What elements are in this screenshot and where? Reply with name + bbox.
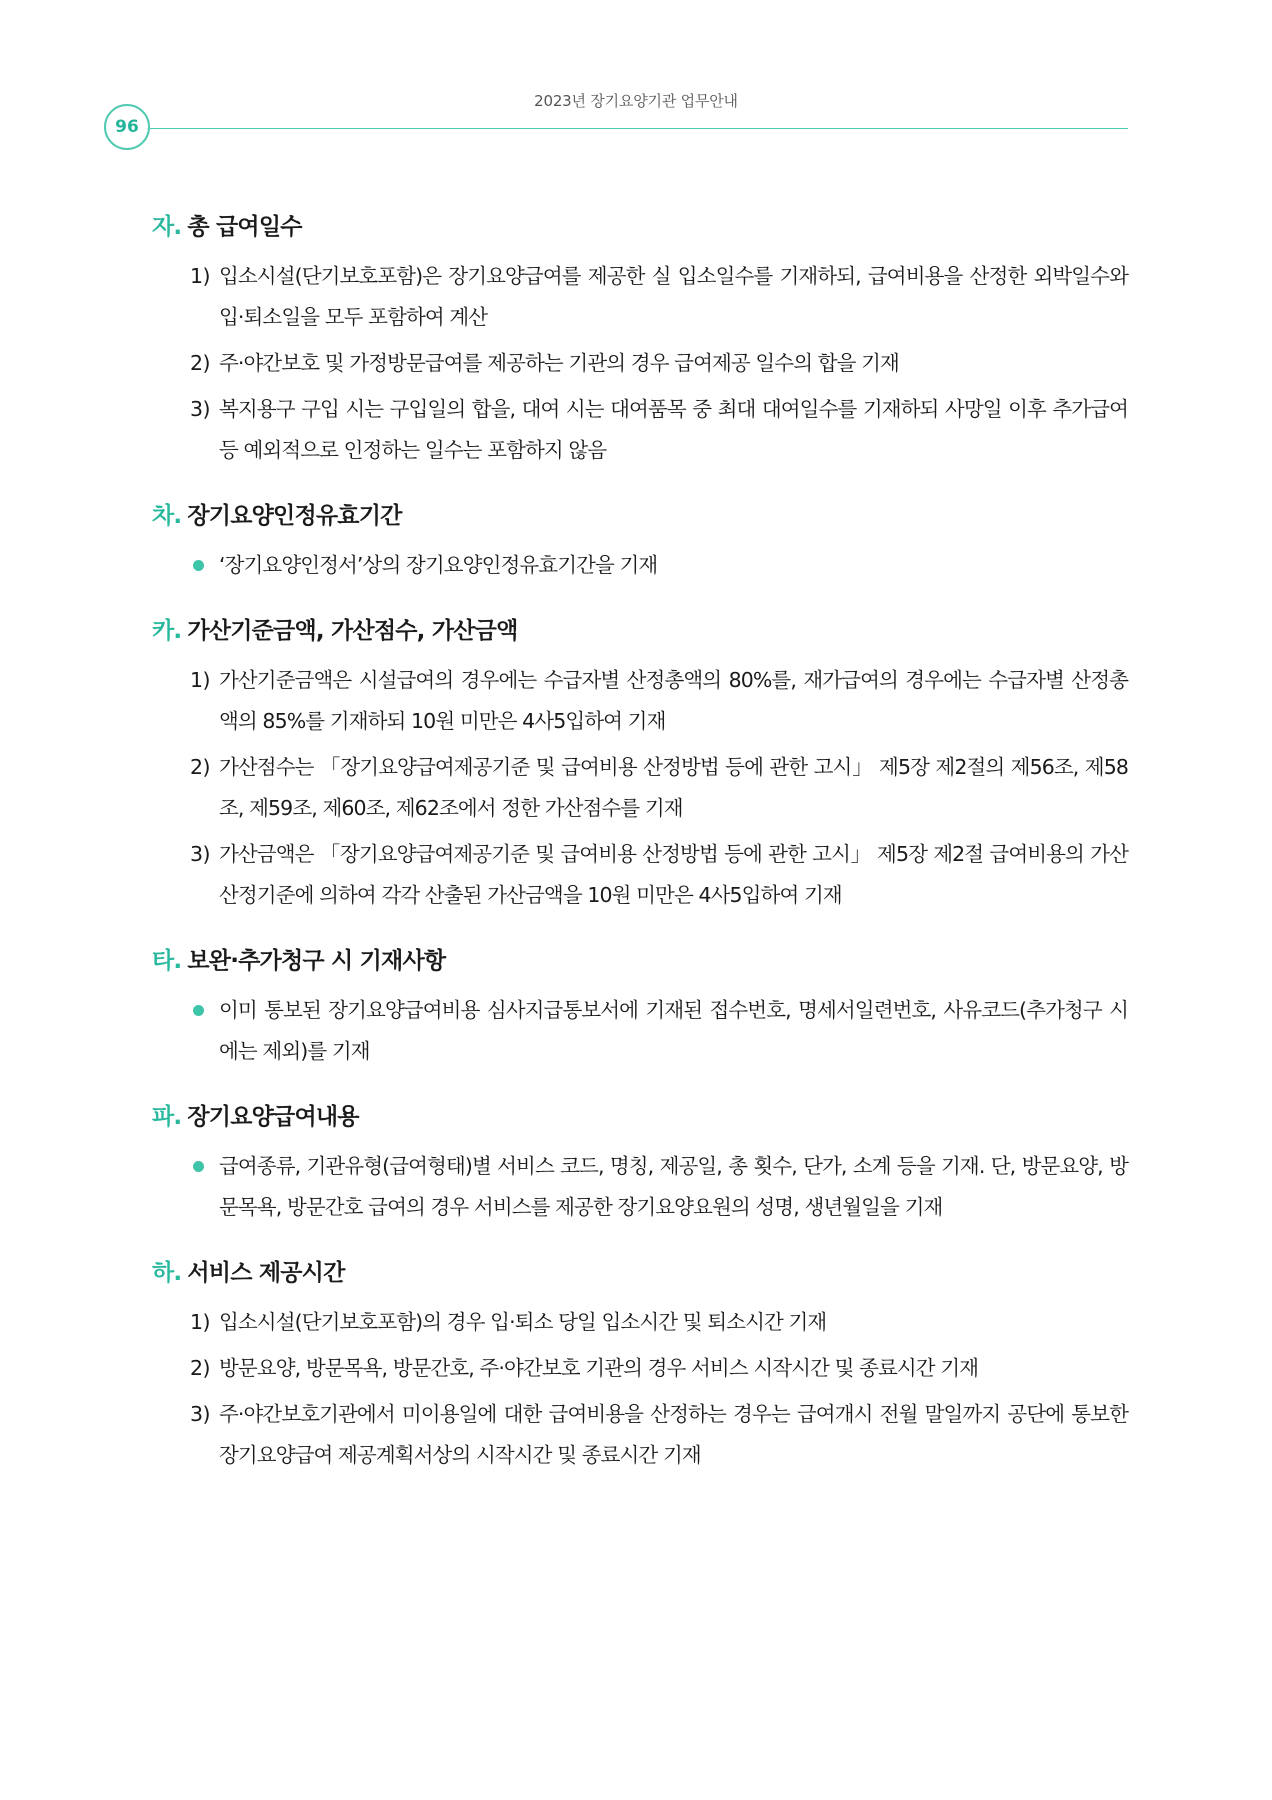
item-text: 주·야간보호 및 가정방문급여를 제공하는 기관의 경우 급여제공 일수의 합을 기재 [219, 351, 899, 375]
bullet-dot-icon [193, 560, 204, 571]
list-item [152, 545, 1128, 586]
section-benefit-details [152, 1102, 1128, 1228]
section-heading [152, 946, 1128, 976]
list-item [152, 660, 1128, 742]
section-heading [152, 212, 1128, 242]
page-number-badge: 96 [104, 104, 150, 150]
list-item [152, 389, 1128, 471]
list-item [152, 747, 1128, 829]
item-text: 입소시설(단기보호포함)의 경우 입·퇴소 당일 입소시간 및 퇴소시간 기재 [219, 1310, 827, 1334]
section-title: 가산기준금액, 가산점수, 가산금액 [187, 618, 518, 644]
section-marker: 자. [152, 214, 182, 240]
section-heading [152, 1258, 1128, 1288]
item-number: 2) [190, 755, 211, 779]
item-number: 1) [190, 264, 211, 288]
section-marker: 카. [152, 618, 182, 644]
section-service-time [152, 1258, 1128, 1476]
item-text: ‘장기요양인정서’상의 장기요양인정유효기간을 기재 [219, 553, 658, 577]
section-title: 보완·추가청구 시 기재사항 [187, 948, 446, 974]
item-number: 2) [190, 351, 211, 375]
item-text: 가산금액은 「장기요양급여제공기준 및 급여비용 산정방법 등에 관한 고시」 제5장 제2절 급여비용의 가산 산정기준에 의하여 각각 산출된 가산금액을 10원 미만은 4사5입하여 기재 [219, 842, 1128, 907]
document-body [152, 212, 1128, 1506]
section-title: 서비스 제공시간 [187, 1260, 345, 1286]
list-item [152, 1146, 1128, 1228]
header-rule [150, 128, 1128, 129]
section-additional-amounts [152, 616, 1128, 916]
section-title: 장기요양인정유효기간 [187, 503, 402, 529]
item-number: 3) [190, 397, 211, 421]
list-item [152, 343, 1128, 384]
item-text: 복지용구 구입 시는 구입일의 합을, 대여 시는 대여품목 중 최대 대여일수를 기재하되 사망일 이후 추가급여 등 예외적으로 인정하는 일수는 포함하지 않음 [219, 397, 1128, 462]
section-heading [152, 616, 1128, 646]
list-item [152, 834, 1128, 916]
item-number: 1) [190, 1310, 211, 1334]
item-number: 3) [190, 1402, 211, 1426]
section-title: 장기요양급여내용 [187, 1104, 359, 1130]
section-total-benefit-days [152, 212, 1128, 471]
section-heading [152, 1102, 1128, 1132]
item-text: 급여종류, 기관유형(급여형태)별 서비스 코드, 명칭, 제공일, 총 횟수, 단가, 소계 등을 기재. 단, 방문요양, 방문목욕, 방문간호 급여의 경우 서비스를 제공한 장기요양요원의 성명, 생년월일을 기재 [219, 1154, 1128, 1219]
item-number: 1) [190, 668, 211, 692]
item-text: 가산점수는 「장기요양급여제공기준 및 급여비용 산정방법 등에 관한 고시」 제5장 제2절의 제56조, 제58조, 제59조, 제60조, 제62조에서 정한 가산점수를 기재 [219, 755, 1128, 820]
section-supplementary-claim [152, 946, 1128, 1072]
section-heading [152, 501, 1128, 531]
running-header-title: 2023년 장기요양기관 업무안내 [534, 92, 738, 110]
item-text: 이미 통보된 장기요양급여비용 심사지급통보서에 기재된 접수번호, 명세서일련번호, 사유코드(추가청구 시에는 제외)를 기재 [219, 998, 1128, 1063]
item-text: 방문요양, 방문목욕, 방문간호, 주·야간보호 기관의 경우 서비스 시작시간 및 종료시간 기재 [219, 1356, 979, 1380]
section-validity-period [152, 501, 1128, 586]
item-number: 3) [190, 842, 211, 866]
list-item [152, 990, 1128, 1072]
item-text: 가산기준금액은 시설급여의 경우에는 수급자별 산정총액의 80%를, 재가급여의 경우에는 수급자별 산정총액의 85%를 기재하되 10원 미만은 4사5입하여 기재 [219, 668, 1128, 733]
section-marker: 타. [152, 948, 182, 974]
item-text: 입소시설(단기보호포함)은 장기요양급여를 제공한 실 입소일수를 기재하되, 급여비용을 산정한 외박일수와 입·퇴소일을 모두 포함하여 계산 [219, 264, 1128, 329]
section-marker: 하. [152, 1260, 182, 1286]
list-item [152, 1348, 1128, 1389]
bullet-dot-icon [193, 1005, 204, 1016]
item-number: 2) [190, 1356, 211, 1380]
section-marker: 차. [152, 503, 182, 529]
list-item [152, 1394, 1128, 1476]
section-marker: 파. [152, 1104, 182, 1130]
item-text: 주·야간보호기관에서 미이용일에 대한 급여비용을 산정하는 경우는 급여개시 전월 말일까지 공단에 통보한 장기요양급여 제공계획서상의 시작시간 및 종료시간 기재 [219, 1402, 1128, 1467]
bullet-dot-icon [193, 1161, 204, 1172]
list-item [152, 1302, 1128, 1343]
section-title: 총 급여일수 [187, 214, 302, 240]
list-item [152, 256, 1128, 338]
